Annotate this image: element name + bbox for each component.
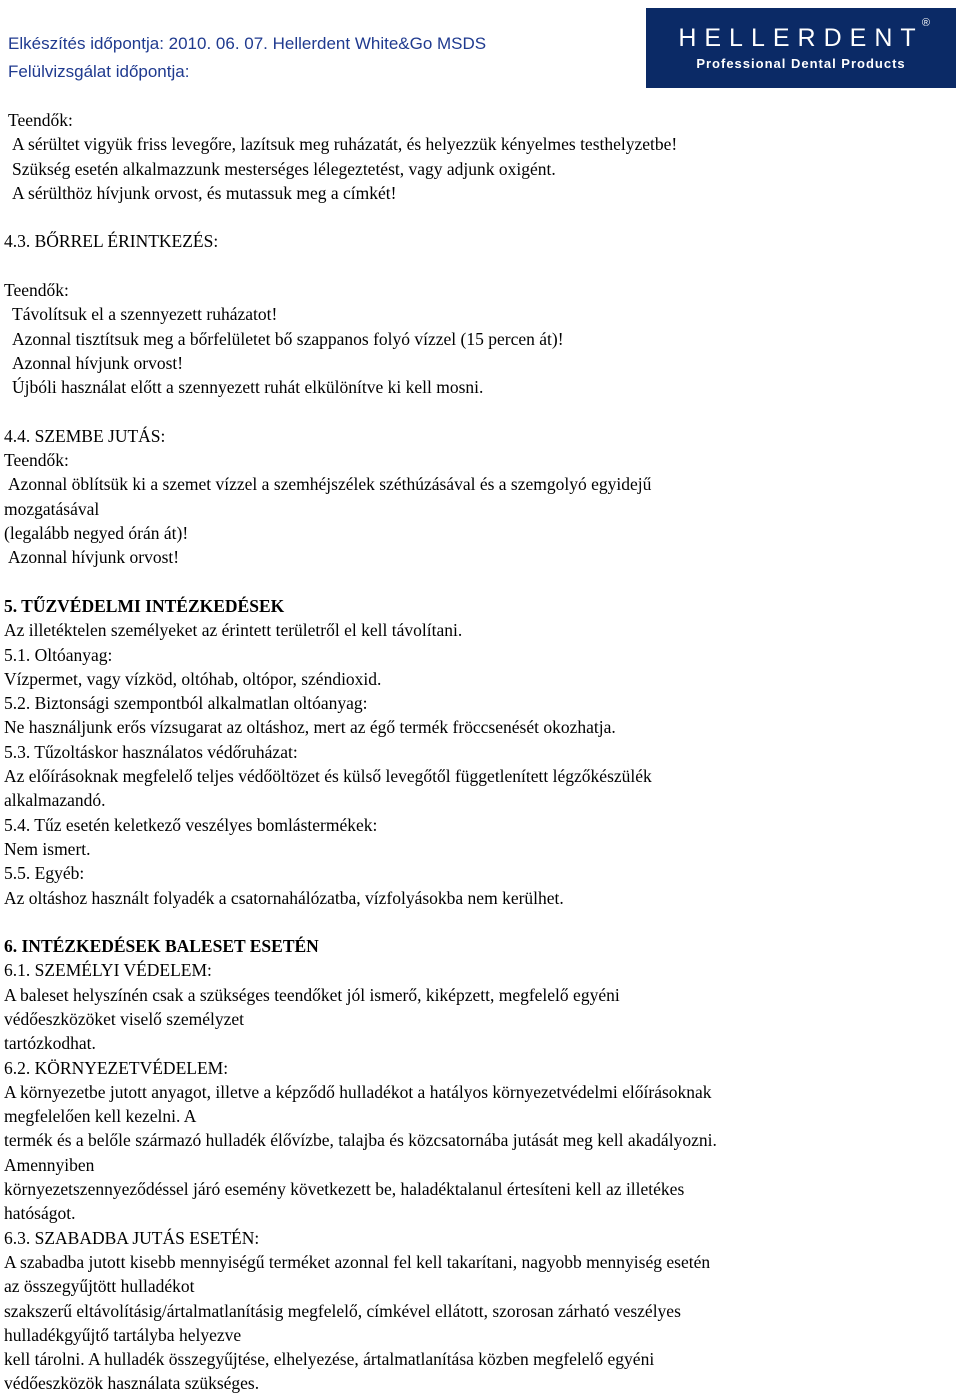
text-line: védőeszközök használata szükséges. bbox=[4, 1373, 260, 1394]
text-line: mozgatásával bbox=[4, 498, 100, 519]
subsection-heading: 5.5. Egyéb: bbox=[4, 863, 85, 884]
text-line: megfelelően kell kezelni. A bbox=[4, 1106, 197, 1127]
section-heading: 5. TŰZVÉDELMI INTÉZKEDÉSEK bbox=[4, 595, 285, 616]
subsection-heading: 6.2. KÖRNYEZETVÉDELEM: bbox=[4, 1057, 229, 1078]
text-line: Az előírásoknak megfelelő teljes védőöltözet és külső levegőtől függetlenített légzőkészülék bbox=[4, 766, 652, 787]
subsection-heading: 5.3. Tűzoltáskor használatos védőruházat: bbox=[4, 741, 298, 762]
text-line: A sérülthöz hívjunk orvost, és mutassuk meg a címkét! bbox=[12, 182, 397, 203]
text-line: hatóságot. bbox=[4, 1203, 76, 1224]
text-line: A szabadba jutott kisebb mennyiségű terméket azonnal fel kell takarítani, nagyobb mennyiség esetén bbox=[4, 1251, 711, 1272]
text-line: Távolítsuk el a szennyezett ruházatot! bbox=[12, 304, 278, 325]
text-line: Az oltáshoz használt folyadék a csatornahálózatba, vízfolyásokba nem kerülhet. bbox=[4, 887, 564, 908]
text-line: környezetszennyeződéssel járó esemény következett be, haladéktalanul értesíteni kell az illetékes bbox=[4, 1179, 685, 1200]
text-line: Nem ismert. bbox=[4, 838, 91, 859]
text-line: Szükség esetén alkalmazzunk mesterséges lélegeztetést, vagy adjunk oxigént. bbox=[12, 158, 556, 179]
subsection-heading: 6.3. SZABADBA JUTÁS ESETÉN: bbox=[4, 1227, 260, 1248]
text-line: Azonnal tisztítsuk meg a bőrfelületet bő szappanos folyó vízzel (15 percen át)! bbox=[12, 328, 564, 349]
text-line: (legalább negyed órán át)! bbox=[4, 523, 189, 544]
text-line: Azonnal hívjunk orvost! bbox=[8, 547, 180, 568]
text-line: az összegyűjtött hulladékot bbox=[4, 1276, 195, 1297]
text-line: A baleset helyszínén csak a szükséges teendőket jól ismerő, kiképzett, megfelelő egyéni bbox=[4, 984, 620, 1005]
text-line: hulladékgyűjtő tartályba helyezve bbox=[4, 1324, 242, 1345]
text-line: Amennyiben bbox=[4, 1154, 95, 1175]
text-line: Az illetéktelen személyeket az érintett területről el kell távolítani. bbox=[4, 620, 463, 641]
text-line: A sérültet vigyük friss levegőre, lazítsuk meg ruházatát, és helyezzük kényelmes testhelyzetbe! bbox=[12, 134, 678, 155]
page-header bbox=[0, 0, 960, 95]
section-heading: 4.3. BŐRREL ÉRINTKEZÉS: bbox=[4, 231, 219, 252]
text-line: Azonnal öblítsük ki a szemet vízzel a szemhéjszélek széthúzásával és a szemgolyó egyidejű bbox=[8, 474, 652, 495]
section-heading: 6. INTÉZKEDÉSEK BALESET ESETÉN bbox=[4, 936, 319, 957]
section-heading: 4.4. SZEMBE JUTÁS: bbox=[4, 425, 166, 446]
registered-mark: ® bbox=[921, 17, 930, 29]
logo-tagline: Professional Dental Products bbox=[696, 56, 906, 71]
text-line: kell tárolni. A hulladék összegyűjtése, elhelyezése, ártalmatlanítása közben megfelelő egyéni bbox=[4, 1349, 655, 1370]
header-review-date: Felülvizsgálat időpontja: bbox=[8, 62, 190, 81]
text-line: Teendők: bbox=[4, 280, 69, 301]
subsection-heading: 5.2. Biztonsági szempontból alkalmatlan oltóanyag: bbox=[4, 693, 368, 714]
text-line: Azonnal hívjunk orvost! bbox=[12, 352, 184, 373]
text-line: termék és a belőle származó hulladék élővízbe, talajba és közcsatornába jutását meg kell akadályozni. bbox=[4, 1130, 717, 1151]
text-line: Vízpermet, vagy vízköd, oltóhab, oltópor, széndioxid. bbox=[4, 668, 382, 689]
logo-wordmark: HELLERDENT bbox=[678, 24, 924, 52]
text-line: Teendők: bbox=[4, 450, 69, 471]
text-line: védőeszközöket viselő személyzet bbox=[4, 1008, 245, 1029]
text-line: tartózkodhat. bbox=[4, 1033, 96, 1054]
text-line: Ne használjunk erős vízsugarat az oltáshoz, mert az égő termék fröccsenését okozhatja. bbox=[4, 717, 616, 738]
text-line: alkalmazandó. bbox=[4, 790, 106, 811]
text-line: Újbóli használat előtt a szennyezett ruhát elkülönítve ki kell mosni. bbox=[12, 377, 484, 398]
text-line: szakszerű eltávolításig/ártalmatlanításig megfelelő, címkével ellátott, szorosan zárható veszélyes bbox=[4, 1300, 681, 1321]
subsection-heading: 5.4. Tűz esetén keletkező veszélyes bomlástermékek: bbox=[4, 814, 378, 835]
header-date-title: Elkészítés időpontja: 2010. 06. 07. Hellerdent White&Go MSDS bbox=[8, 34, 487, 53]
subsection-heading: 6.1. SZEMÉLYI VÉDELEM: bbox=[4, 960, 212, 981]
text-line: Teendők: bbox=[8, 110, 73, 130]
text-line: A környezetbe jutott anyagot, illetve a képződő hulladékot a hatályos környezetvédelmi előírásoknak bbox=[4, 1081, 712, 1102]
subsection-heading: 5.1. Oltóanyag: bbox=[4, 644, 113, 665]
document-body bbox=[0, 108, 960, 1396]
hellerdent-logo bbox=[646, 8, 956, 88]
